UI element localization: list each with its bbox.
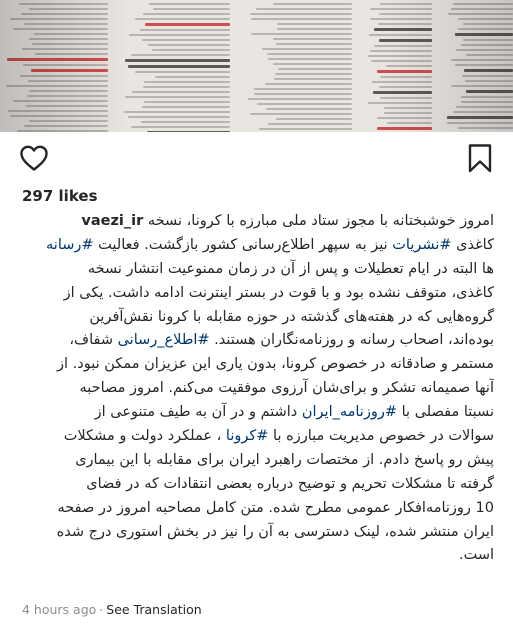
image-shading xyxy=(0,0,513,132)
caption-text: امروز خوشبختانه با مجوز ستاد ملی مبارزه با کرونا، نسخه xyxy=(143,213,494,229)
caption xyxy=(16,210,494,568)
caption-text: نسبتا مفصلی با xyxy=(397,404,494,421)
hashtag-link[interactable]: #کرونا xyxy=(225,428,269,445)
post-meta xyxy=(22,602,202,617)
bookmark-outline-icon xyxy=(464,142,496,174)
hashtag-link[interactable]: #رسانه xyxy=(46,236,94,253)
caption-line xyxy=(16,306,494,330)
caption-text: ها البته در ایام تعطیلات و پس از آن در زمان ممنوعیت انتشار نسخه xyxy=(87,260,494,277)
save-button[interactable] xyxy=(464,142,496,174)
caption-text: آنها صمیمانه تشکر و برای‌شان آرزوی موفقیت می‌کنم. امروز مصاحبه xyxy=(79,380,494,397)
caption-line xyxy=(16,497,494,521)
hashtag-link[interactable]: #نشریات xyxy=(392,236,452,253)
caption-line xyxy=(16,544,494,568)
separator-dot: · xyxy=(99,602,104,617)
caption-text: شفاف، xyxy=(69,332,118,349)
caption-line xyxy=(16,234,494,258)
caption-line xyxy=(16,258,494,282)
caption-text: ، عملکرد دولت و مشکلات xyxy=(63,428,226,445)
caption-text: روزنامه‌افکار عمومی مطرح شده. متن کامل مصاحبه امروز در صفحه xyxy=(57,499,476,516)
caption-text: کاغذی، متوقف نشده بود و با قوت در بستر اینترنت ادامه داشت. یکی از xyxy=(63,284,494,301)
caption-text: گروه‌هایی که در هفته‌های گذشته در حوزه مقابله با کرونا نقش‌آفرین xyxy=(89,308,494,325)
caption-line xyxy=(16,473,494,497)
caption-line xyxy=(16,449,494,473)
caption-text: است. xyxy=(458,547,494,564)
heart-outline-icon xyxy=(18,142,50,174)
caption-text: پیش رو پاسخ دادم. از مختصات راهبرد ایران برای مقابله با این بیماری xyxy=(75,451,494,468)
caption-line xyxy=(16,521,494,545)
action-bar xyxy=(0,132,513,184)
timestamp[interactable]: 4 hours ago xyxy=(22,602,97,617)
caption-line xyxy=(16,329,494,353)
caption-line xyxy=(16,401,494,425)
caption-line xyxy=(16,282,494,306)
username-link[interactable]: vaezi_ir xyxy=(81,213,144,229)
likes-count[interactable]: 297 likes xyxy=(22,187,98,205)
caption-text: 10 xyxy=(475,499,494,516)
caption-text: سوالات در خصوص مدیریت مبارزه با xyxy=(268,428,494,445)
caption-line xyxy=(16,377,494,401)
caption-text: گرفته تا مشکلات تحریم و توضیح درباره بعضی انتقادات که در فضای xyxy=(86,475,494,492)
hashtag-link[interactable]: #روزنامه_ایران xyxy=(301,404,398,421)
hashtag-link[interactable]: #اطلاع_رسانی xyxy=(117,332,210,349)
caption-line xyxy=(16,425,494,449)
caption-text: مستمر و صادقانه در خصوص کرونا، بدون یاری این عزیزان ممکن نبود. از xyxy=(57,356,494,373)
caption-text: کاغذی xyxy=(451,236,494,253)
caption-text: داشتم و در آن به طیف متنوعی از xyxy=(94,404,302,421)
caption-text: نیز به سپهر اطلاع‌رسانی کشور بازگشت. فعالیت xyxy=(93,236,393,253)
see-translation-link[interactable]: See Translation xyxy=(106,602,202,617)
caption-text: بوده‌اند، اصحاب رسانه و روزنامه‌نگاران هستند. xyxy=(209,332,494,349)
like-button[interactable] xyxy=(18,142,50,174)
caption-line xyxy=(16,210,494,234)
post-image xyxy=(0,0,513,132)
caption-line xyxy=(16,353,494,377)
caption-text: ایران منتشر شده، لینک دسترسی به آن را نیز در بخش استوری درج شده xyxy=(56,523,494,540)
